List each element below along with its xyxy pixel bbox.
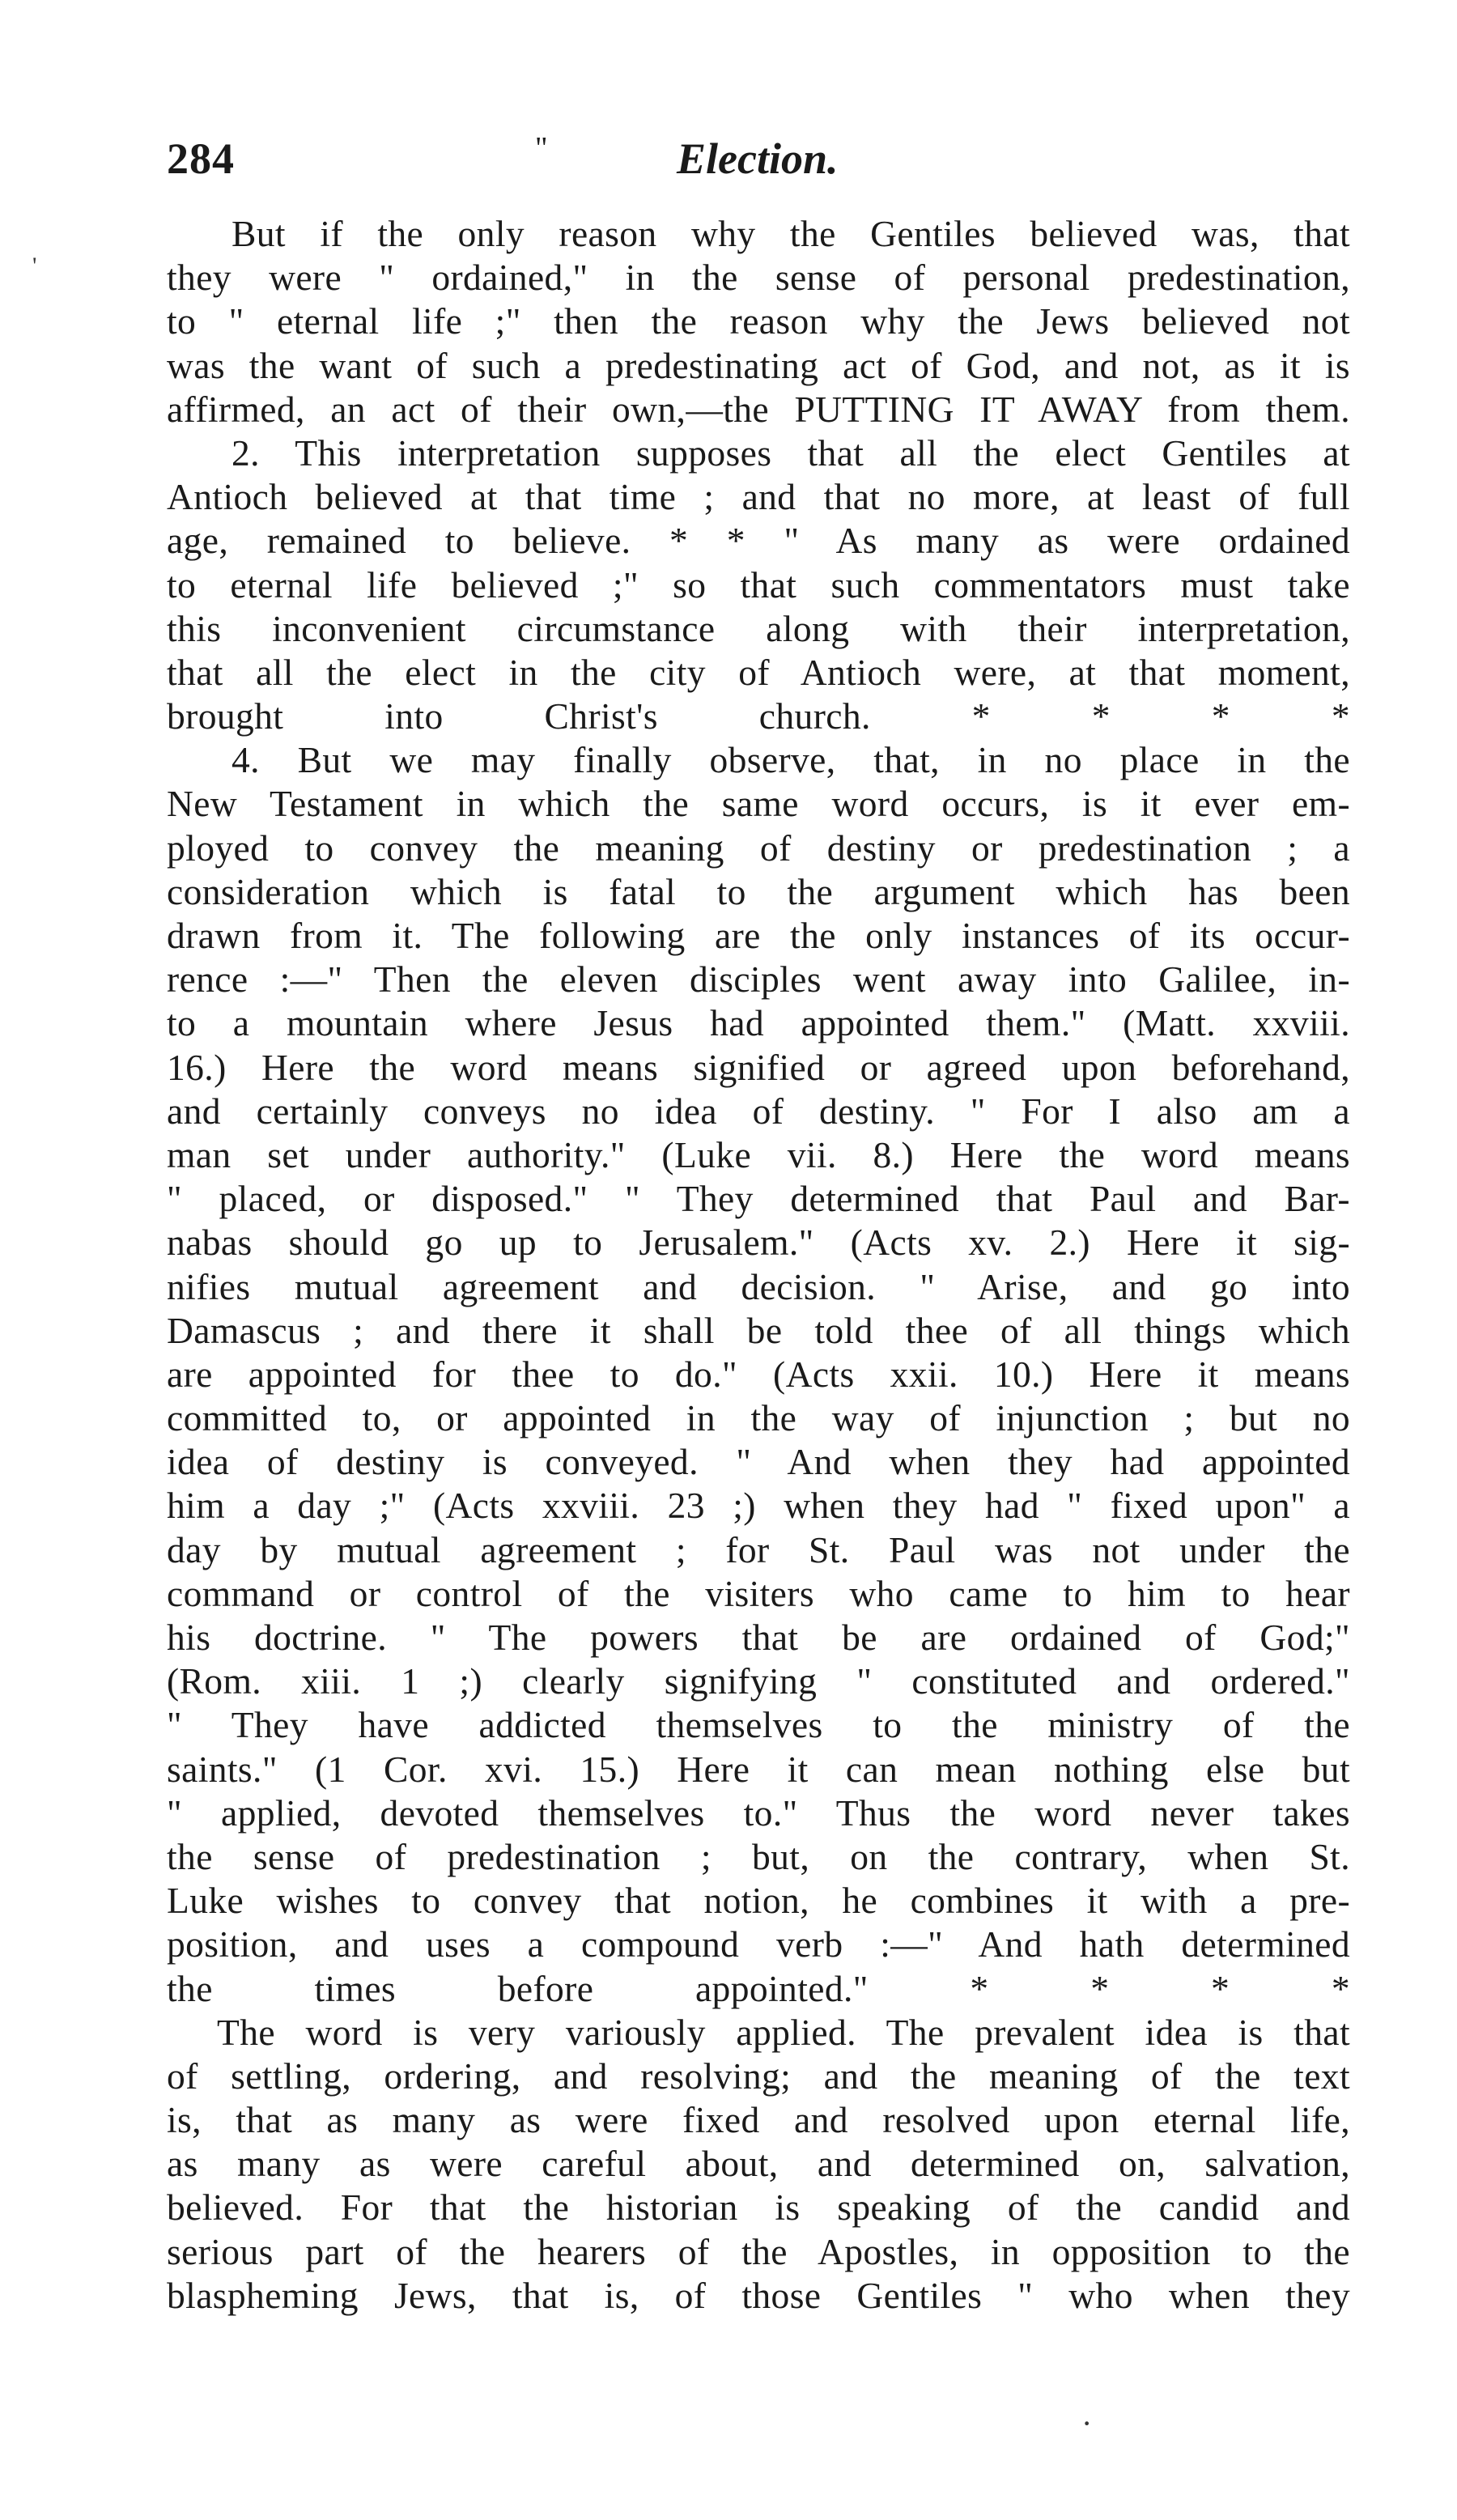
text-line: saints." (1 Cor. xvi. 15.) Here it can mean nothing else but	[167, 1748, 1350, 1790]
text-line: Antioch believed at that time ; and that no more, at least of full	[167, 476, 1350, 518]
text-line: was the want of such a predestinating act of God, and not, as it is	[167, 344, 1350, 386]
text-line: Damascus ; and there it shall be told thee of all things which	[167, 1309, 1350, 1351]
text-line: committed to, or appointed in the way of injunction ; but no	[167, 1397, 1350, 1439]
text-line: his doctrine. " The powers that be are ordained of God;"	[167, 1617, 1350, 1658]
text-line: are appointed for thee to do." (Acts xxii. 10.) Here it means	[167, 1353, 1350, 1395]
text-line: consideration which is fatal to the argument which has been	[167, 870, 1350, 912]
page-number: 284	[167, 134, 235, 183]
text-line: ployed to convey the meaning of destiny or predestination ; a	[167, 827, 1350, 869]
margin-tick: '	[32, 253, 37, 279]
text-line: to a mountain where Jesus had appointed them." (Matt. xxviii.	[167, 1002, 1350, 1044]
text-line: nifies mutual agreement and decision. " Arise, and go into	[167, 1265, 1350, 1307]
text-line: 2. This interpretation supposes that all the elect Gentiles at	[232, 431, 1350, 474]
text-line: that all the elect in the city of Antioch were, at that moment,	[167, 651, 1350, 693]
text-line: this inconvenient circumstance along with their interpretation,	[167, 607, 1350, 649]
text-line: is, that as many as were fixed and resolved upon eternal life,	[167, 2099, 1350, 2141]
text-line: But if the only reason why the Gentiles believed was, that	[232, 213, 1350, 254]
text-line: (Rom. xiii. 1 ;) clearly signifying " constituted and ordered."	[167, 1660, 1350, 1702]
text-line: of settling, ordering, and resolving; and the meaning of the text	[167, 2055, 1350, 2097]
bottom-dot: ·	[1081, 2405, 1093, 2441]
text-line: " applied, devoted themselves to." Thus the word never takes	[167, 1791, 1350, 1834]
text-line: drawn from it. The following are the only instances of its occur-	[167, 915, 1350, 956]
text-line: New Testament in which the same word occurs, is it ever em-	[167, 783, 1350, 825]
header-mark: "	[535, 131, 548, 165]
text-line: command or control of the visiters who came to him to hear	[167, 1572, 1350, 1614]
text-line: affirmed, an act of their own,—the PUTTING IT AWAY from them.	[167, 388, 1350, 430]
running-title: Election.	[677, 134, 839, 183]
text-line: day by mutual agreement ; for St. Paul was not under the	[167, 1528, 1350, 1570]
text-line: blaspheming Jews, that is, of those Gentiles " who when they	[167, 2274, 1350, 2316]
text-line: believed. For that the historian is speaking of the candid and	[167, 2186, 1350, 2229]
text-line: as many as were careful about, and determined on, salvation,	[167, 2143, 1350, 2185]
text-line: brought into Christ's church. * * * *	[167, 695, 1350, 737]
body-text	[167, 212, 1350, 2318]
text-line: him a day ;" (Acts xxviii. 23 ;) when they had " fixed upon" a	[167, 1485, 1350, 1527]
text-line: 16.) Here the word means signified or agreed upon beforehand,	[167, 1046, 1350, 1088]
text-line: position, and uses a compound verb :—" And hath determined	[167, 1923, 1350, 1965]
text-line: The word is very variously applied. The prevalent idea is that	[217, 2011, 1350, 2053]
text-line: to eternal life believed ;" so that such commentators must take	[167, 563, 1350, 606]
text-line: 4. But we may finally observe, that, in no place in the	[232, 739, 1350, 781]
text-line: idea of destiny is conveyed. " And when they had appointed	[167, 1441, 1350, 1483]
text-line: and certainly conveys no idea of destiny. " For I also am a	[167, 1090, 1350, 1132]
text-line: to " eternal life ;" then the reason why the Jews believed not	[167, 300, 1350, 342]
text-line: Luke wishes to convey that notion, he combines it with a pre-	[167, 1880, 1350, 1922]
text-line: " placed, or disposed." " They determined that Paul and Bar-	[167, 1178, 1350, 1220]
text-line: man set under authority." (Luke vii. 8.) Here the word means	[167, 1133, 1350, 1175]
page-header	[167, 131, 1349, 190]
text-line: age, remained to believe. * * " As many as were ordained	[167, 520, 1350, 562]
text-line: they were " ordained," in the sense of personal predestination,	[167, 257, 1350, 299]
text-line: the sense of predestination ; but, on the contrary, when St.	[167, 1835, 1350, 1877]
text-line: rence :—" Then the eleven disciples went away into Galilee, in-	[167, 958, 1350, 1001]
text-line: " They have addicted themselves to the ministry of the	[167, 1704, 1350, 1746]
text-line: serious part of the hearers of the Apostles, in opposition to the	[167, 2230, 1350, 2272]
text-line: the times before appointed." * * * *	[167, 1967, 1350, 2009]
text-line: nabas should go up to Jerusalem." (Acts xv. 2.) Here it sig-	[167, 1222, 1350, 1264]
